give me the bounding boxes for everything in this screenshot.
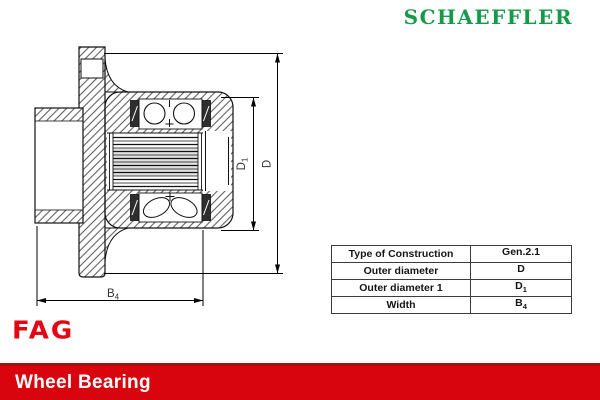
spline-section: [107, 133, 203, 190]
dimension-label-d1: $D_1$: [236, 157, 250, 171]
bottom-bearing-row: [139, 193, 202, 222]
spec-value: $B_4$: [471, 297, 572, 314]
spec-label: Type of Construction: [332, 246, 471, 263]
page-title: Wheel Bearing: [15, 372, 151, 393]
top-bearing-row: [139, 99, 202, 129]
fag-logo: FAG: [12, 316, 75, 346]
spec-label: Outer diameter: [332, 263, 471, 280]
spec-table: [331, 245, 572, 314]
stud-hole: [81, 59, 103, 78]
spline-teeth: [113, 138, 198, 187]
table-row: [332, 246, 572, 263]
schaeffler-logo: SCHAEFFLER: [403, 5, 573, 29]
pilot-cylinder: [35, 108, 83, 223]
spec-value: D: [471, 263, 572, 280]
table-row: [332, 297, 572, 314]
bearing-cross-section-diagram: [0, 0, 310, 320]
dimension-b4: [37, 226, 203, 306]
spec-label: Width: [332, 297, 471, 314]
footer-bar: [0, 363, 600, 400]
dimension-label-d: D: [261, 159, 274, 169]
ball: [174, 103, 195, 124]
spec-label: Outer diameter 1: [332, 280, 471, 297]
table-row: [332, 280, 572, 297]
table-row: [332, 263, 572, 280]
spec-value: Gen.2.1: [471, 246, 572, 263]
spec-value: $D_1$: [471, 280, 572, 297]
ball: [144, 103, 165, 124]
dimension-label-b4: $B_4$: [106, 288, 120, 302]
